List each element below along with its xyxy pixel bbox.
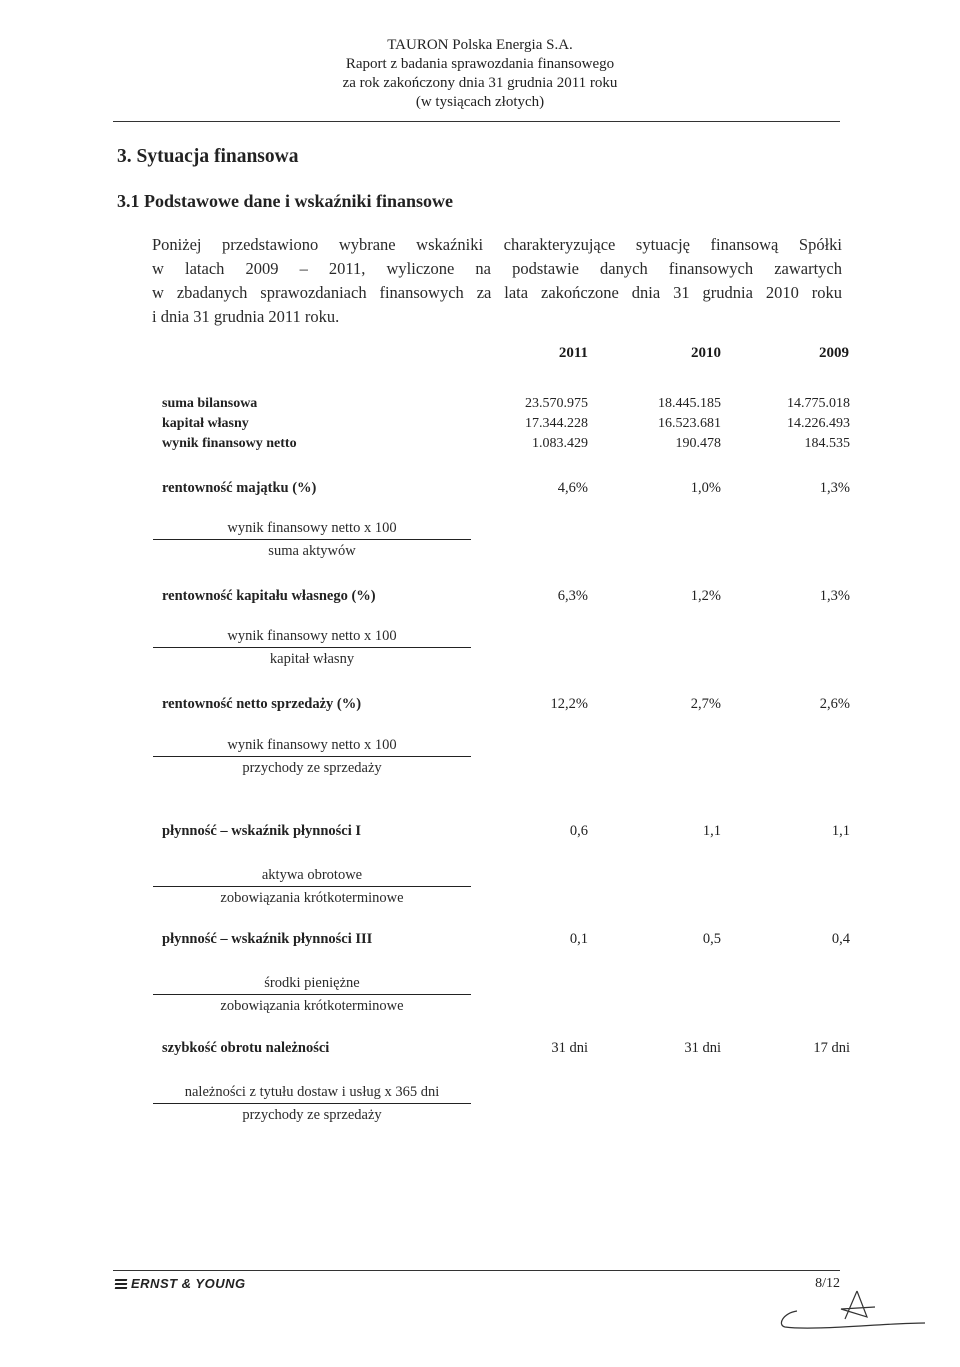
row-label: wynik finansowy netto [162,436,297,451]
formula-numerator: wynik finansowy netto x 100 [227,737,397,753]
indicator-value: 6,3% [557,588,588,604]
indicator-value: 1,1 [831,823,850,839]
formula [153,972,471,1017]
formula-denominator: przychody ze sprzedaży [242,1107,382,1123]
ey-logo-icon [115,1278,127,1290]
ernst-young-logo [115,1276,246,1291]
footer-divider [113,1270,840,1271]
indicator-value: 0,1 [569,931,588,947]
row-value: 17.344.228 [525,416,588,431]
row-label: suma bilansowa [162,396,258,411]
indicator-value: 1,3% [819,480,850,496]
intro-line: w latach 2009 – 2011, wyliczone na podstawie danych finansowych zawartych [152,259,842,278]
formula [153,1081,471,1126]
row-value: 14.226.493 [787,416,850,431]
indicator-label: rentowność majątku (%) [162,480,317,496]
row-label: kapitał własny [162,416,249,431]
row-value: 190.478 [675,436,721,451]
header-divider [113,121,840,122]
indicator-value: 1,1 [702,823,721,839]
row-value: 14.775.018 [787,396,850,411]
header-unit: (w tysiącach złotych) [415,94,545,110]
indicator-label: rentowność kapitału własnego (%) [162,588,376,604]
indicator-value: 0,4 [831,931,850,947]
logo-text: ERNST & YOUNG [131,1276,246,1291]
indicator-label: szybkość obrotu należności [162,1040,330,1056]
formula-denominator: suma aktywów [268,543,356,559]
row-value: 1.083.429 [532,436,588,451]
formula-numerator: środki pieniężne [264,975,360,991]
indicator-value: 12,2% [550,696,588,712]
formula-numerator: aktywa obrotowe [261,867,363,883]
indicator-value: 17 dni [813,1040,850,1056]
indicator-value: 31 dni [684,1040,721,1056]
indicator-value: 1,2% [690,588,721,604]
row-value: 16.523.681 [658,416,721,431]
indicator-value: 1,3% [819,588,850,604]
formula-denominator: kapitał własny [269,651,355,667]
indicator-value: 0,6 [569,823,588,839]
row-value: 184.535 [804,436,850,451]
intro-line: Poniżej przedstawiono wybrane wskaźniki charakteryzujące sytuację finansową Spółki [152,235,842,254]
page-number: 8/12 [815,1276,840,1291]
header-report-title: Raport z badania sprawozdania finansowego [345,56,615,72]
formula [153,864,471,909]
indicator-value: 31 dni [551,1040,588,1056]
year-header-2010: 2010 [691,345,721,361]
formula [153,625,471,670]
indicator-value: 1,0% [690,480,721,496]
formula-denominator: zobowiązania krótkoterminowe [220,890,404,906]
indicator-value: 2,7% [690,696,721,712]
indicator-label: rentowność netto sprzedaży (%) [162,696,362,712]
indicator-label: płynność – wskaźnik płynności III [162,931,373,947]
subsection-title: 3.1 Podstawowe dane i wskaźniki finansowe [117,191,454,211]
indicator-value: 0,5 [702,931,721,947]
formula-denominator: zobowiązania krótkoterminowe [220,998,404,1014]
section-title: 3. Sytuacja finansowa [117,146,299,167]
formula [153,517,471,562]
header-company: TAURON Polska Energia S.A. [387,37,573,53]
indicator-value: 4,6% [557,480,588,496]
indicator-value: 2,6% [819,696,850,712]
year-header-2011: 2011 [558,345,588,361]
formula-numerator: wynik finansowy netto x 100 [227,628,397,644]
formula [153,734,471,779]
row-value: 23.570.975 [525,396,588,411]
header-period: za rok zakończony dnia 31 grudnia 2011 roku [342,75,618,91]
year-header-2009: 2009 [819,345,849,361]
formula-denominator: przychody ze sprzedaży [242,760,382,776]
intro-line: i dnia 31 grudnia 2011 roku. [152,307,340,326]
intro-line: w zbadanych sprawozdaniach finansowych za lata zakończone dnia 31 grudnia 2010 roku [152,283,842,302]
formula-numerator: wynik finansowy netto x 100 [227,520,397,536]
signature-initials [775,1283,940,1333]
row-value: 18.445.185 [658,396,721,411]
formula-numerator: należności z tytułu dostaw i usług x 365 dni [184,1084,440,1100]
indicator-label: płynność – wskaźnik płynności I [162,823,362,839]
intro-paragraph [152,233,842,329]
